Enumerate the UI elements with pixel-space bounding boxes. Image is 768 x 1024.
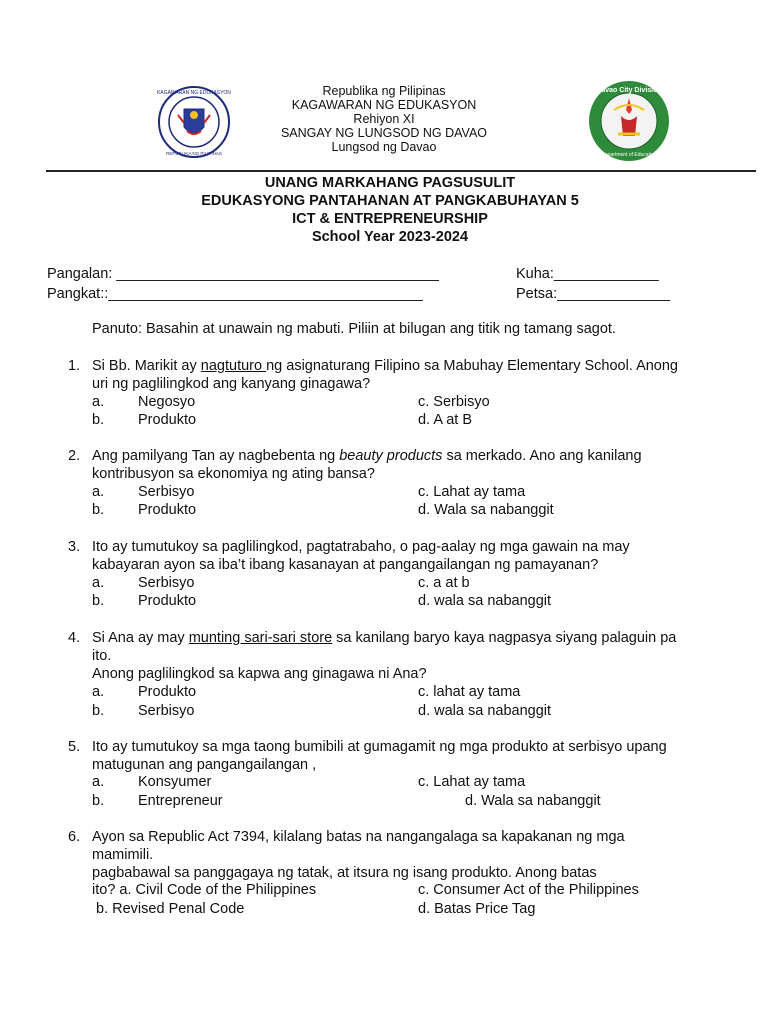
- option-b[interactable]: Produkto: [138, 412, 197, 428]
- question-2: [68, 447, 758, 483]
- question-text: Ayon sa Republic Act 7394, kilalang batas na nangangalaga sa kapakanan ng mga mamimili. pagbabawal sa panggagaya ng tatak, at itsura ng isang produkto. Anong batas: [92, 829, 625, 881]
- question-number: 5.: [68, 739, 81, 755]
- option-b-letter[interactable]: b.: [92, 412, 105, 428]
- option-b[interactable]: Produkto: [138, 502, 197, 518]
- option-b[interactable]: Serbisyo: [138, 703, 195, 719]
- option-d[interactable]: d. wala sa nabanggit: [418, 703, 552, 719]
- instructions: Panuto: Basahin at unawain ng mabuti. Piliin at bilugan ang titik ng tamang sagot.: [92, 321, 616, 337]
- option-d[interactable]: d. A at B: [418, 412, 473, 428]
- section-field[interactable]: Pangkat::_______________________________________: [47, 286, 423, 302]
- underlined-keyword: munting sari-sari store: [188, 630, 333, 646]
- option-a-letter[interactable]: a.: [92, 774, 105, 790]
- subject-subtitle: ICT & ENTREPRENEURSHIP: [292, 211, 488, 227]
- svg-text:REPUBLIKA NG PILIPINAS: REPUBLIKA NG PILIPINAS: [166, 151, 222, 156]
- option-c[interactable]: c. Lahat ay tama: [418, 484, 526, 500]
- date-field[interactable]: Petsa:______________: [516, 286, 671, 302]
- header-line-5: Lungsod ng Davao: [331, 140, 437, 154]
- svg-text:Department of Education: Department of Education: [601, 152, 657, 158]
- italic-keyword: beauty products: [339, 448, 443, 464]
- option-b[interactable]: b. Revised Penal Code: [92, 901, 245, 917]
- option-c[interactable]: c. a at b: [418, 575, 470, 591]
- option-a-letter[interactable]: a.: [92, 394, 105, 410]
- header-line-1: Republika ng Pilipinas: [322, 84, 446, 98]
- option-c[interactable]: c. Serbisyo: [418, 394, 490, 410]
- option-a[interactable]: Konsyumer: [138, 774, 212, 790]
- svg-text:KAGAWARAN NG EDUKASYON: KAGAWARAN NG EDUKASYON: [157, 90, 231, 96]
- header-line-4: SANGAY NG LUNGSOD NG DAVAO: [280, 126, 488, 140]
- option-a[interactable]: Serbisyo: [138, 484, 195, 500]
- option-d[interactable]: d. Wala sa nabanggit: [418, 502, 554, 518]
- option-a[interactable]: Produkto: [138, 684, 197, 700]
- score-field[interactable]: Kuha:_____________: [516, 266, 659, 282]
- name-field[interactable]: Pangalan: ________________________________________: [47, 266, 439, 282]
- option-a[interactable]: Serbisyo: [138, 575, 195, 591]
- school-year: School Year 2023-2024: [311, 229, 469, 245]
- exam-title: UNANG MARKAHANG PAGSUSULIT: [264, 175, 516, 191]
- option-a-letter[interactable]: a.: [92, 684, 105, 700]
- option-c[interactable]: c. lahat ay tama: [418, 684, 521, 700]
- option-a-letter[interactable]: a.: [92, 575, 105, 591]
- option-d[interactable]: d. Batas Price Tag: [418, 901, 536, 917]
- option-b-letter[interactable]: b.: [92, 593, 105, 609]
- option-a[interactable]: Negosyo: [138, 394, 196, 410]
- header-divider: [46, 170, 756, 172]
- question-text: Ito ay tumutukoy sa mga taong bumibili at gumagamit ng mga produkto at serbisyo upang matugunan ang pangangailangan ,: [92, 739, 667, 773]
- option-b[interactable]: Entrepreneur: [138, 793, 223, 809]
- option-d[interactable]: d. Wala sa nabanggit: [465, 793, 601, 809]
- question-1: [68, 357, 758, 393]
- question-text: Si Bb. Marikit ay nagtuturo ng asignaturang Filipino sa Mabuhay Elementary School. Anong uri ng paglilingkod ang kanyang ginagawa?: [92, 358, 678, 392]
- subject-title: EDUKASYONG PANTAHANAN AT PANGKABUHAYAN 5: [201, 193, 579, 209]
- header-line-2: KAGAWARAN NG EDUKASYON: [291, 98, 477, 112]
- question-number: 2.: [68, 448, 81, 464]
- question-number: 6.: [68, 829, 81, 845]
- option-b[interactable]: Produkto: [138, 593, 197, 609]
- davao-division-logo: [588, 80, 670, 162]
- question-text: Si Ana ay may munting sari-sari store sa kanilang baryo kaya nagpasya siyang palaguin pa ito. Anong paglilingkod sa kapwa ang ginagawa ni Ana?: [92, 630, 677, 682]
- option-d[interactable]: d. wala sa nabanggit: [418, 593, 552, 609]
- option-c[interactable]: c. Lahat ay tama: [418, 774, 526, 790]
- option-a-letter[interactable]: a.: [92, 484, 105, 500]
- question-number: 4.: [68, 630, 81, 646]
- question-text: Ang pamilyang Tan ay nagbebenta ng beauty products sa merkado. Ano ang kanilang kontribusyon sa ekonomiya ng ating bansa?: [92, 448, 642, 482]
- question-3: [68, 538, 758, 574]
- option-b-letter[interactable]: b.: [92, 703, 105, 719]
- header-line-3: Rehiyon XI: [353, 112, 415, 126]
- question-text: Ito ay tumutukoy sa paglilingkod, pagtatrabaho, o pag-aalay ng mga gawain na may kabayaran ayon sa iba’t ibang kasanayan at pangangailangan ng pamayanan?: [92, 539, 630, 573]
- question-number: 3.: [68, 539, 81, 555]
- question-number: 1.: [68, 358, 81, 374]
- option-a[interactable]: ito? a. Civil Code of the Philippines: [92, 882, 317, 898]
- option-b-letter[interactable]: b.: [92, 502, 105, 518]
- question-6: [68, 828, 758, 882]
- question-5: [68, 738, 758, 774]
- question-4: [68, 629, 758, 683]
- underlined-keyword: nagtuturo: [200, 358, 267, 374]
- svg-text:Davao City Division: Davao City Division: [596, 87, 662, 94]
- option-b-letter[interactable]: b.: [92, 793, 105, 809]
- option-c[interactable]: c. Consumer Act of the Philippines: [418, 882, 639, 898]
